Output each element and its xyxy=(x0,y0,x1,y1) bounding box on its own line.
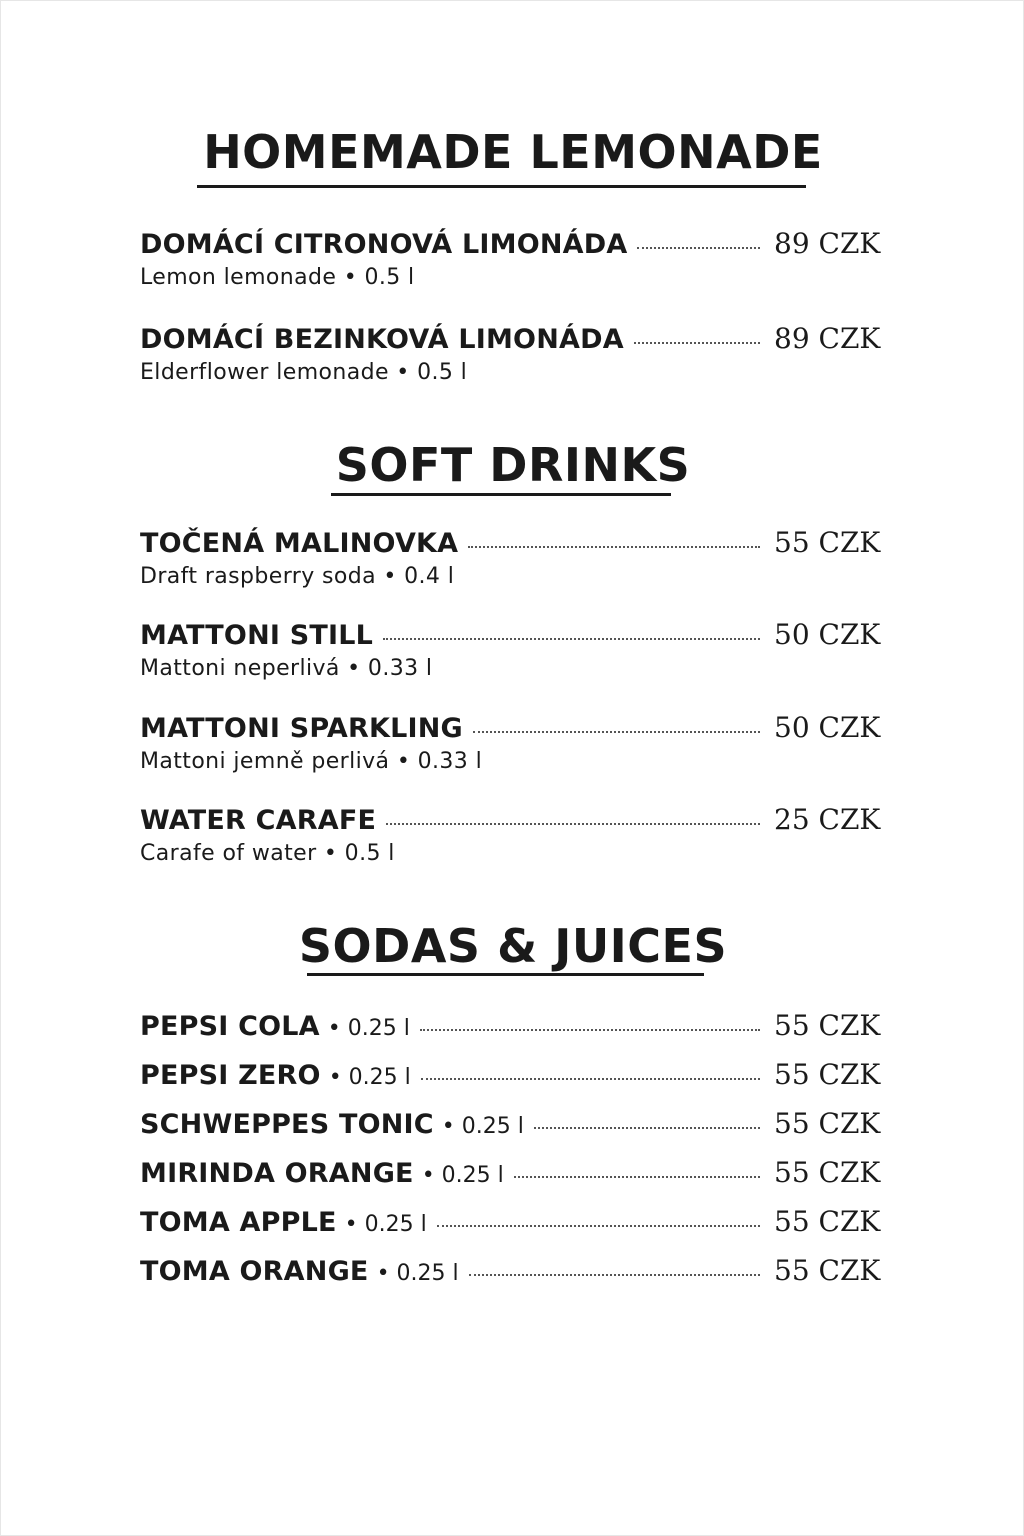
item-name: WATER CARAFE xyxy=(140,805,377,836)
section-title-soft-drinks: SOFT DRINKS xyxy=(335,438,691,492)
item-description: Lemon lemonade • 0.5 l xyxy=(140,265,415,290)
menu-item xyxy=(140,227,886,290)
menu-item xyxy=(140,1009,886,1045)
item-price: 89 CZK xyxy=(774,227,881,260)
menu-item xyxy=(140,711,886,774)
dot-leader xyxy=(468,546,760,548)
item-price: 55 CZK xyxy=(774,526,881,559)
section-rule xyxy=(331,493,671,496)
section-title-homemade-lemonade: HOMEMADE LEMONADE xyxy=(203,125,823,179)
section-title-sodas-juices: SODAS & JUICES xyxy=(298,919,728,973)
item-price: 25 CZK xyxy=(774,803,881,836)
item-name: DOMÁCÍ BEZINKOVÁ LIMONÁDA xyxy=(140,324,624,355)
item-name: TOČENÁ MALINOVKA xyxy=(140,528,459,559)
dot-leader xyxy=(383,638,760,640)
dot-leader xyxy=(469,1274,760,1276)
item-volume: • 0.25 l xyxy=(344,1212,427,1237)
item-name: SCHWEPPES TONIC xyxy=(140,1109,434,1140)
menu-item xyxy=(140,1254,886,1290)
menu-item xyxy=(140,1156,886,1192)
item-price: 50 CZK xyxy=(774,711,881,744)
item-volume: • 0.25 l xyxy=(327,1016,410,1041)
item-volume: • 0.25 l xyxy=(441,1114,524,1139)
menu-item xyxy=(140,618,886,681)
menu-item xyxy=(140,803,886,866)
item-name: MATTONI SPARKLING xyxy=(140,713,463,744)
dot-leader xyxy=(637,247,760,249)
dot-leader xyxy=(514,1176,760,1178)
dot-leader xyxy=(437,1225,760,1227)
dot-leader xyxy=(386,823,760,825)
item-price: 55 CZK xyxy=(774,1107,881,1140)
item-name: PEPSI ZERO xyxy=(140,1060,321,1091)
item-price: 55 CZK xyxy=(774,1058,881,1091)
item-volume: • 0.25 l xyxy=(376,1261,459,1286)
menu-item xyxy=(140,322,886,385)
item-name: TOMA APPLE xyxy=(140,1207,337,1238)
item-price: 89 CZK xyxy=(774,322,881,355)
item-description: Mattoni jemně perlivá • 0.33 l xyxy=(140,749,483,774)
item-price: 55 CZK xyxy=(774,1156,881,1189)
item-description: Draft raspberry soda • 0.4 l xyxy=(140,564,455,589)
menu-item xyxy=(140,526,886,589)
item-price: 55 CZK xyxy=(774,1254,881,1287)
dot-leader xyxy=(473,731,760,733)
dot-leader xyxy=(420,1029,760,1031)
item-name: DOMÁCÍ CITRONOVÁ LIMONÁDA xyxy=(140,229,628,260)
item-volume: • 0.25 l xyxy=(421,1163,504,1188)
section-rule xyxy=(197,185,806,188)
section-rule xyxy=(307,973,704,976)
dot-leader xyxy=(634,342,760,344)
item-description: Elderflower lemonade • 0.5 l xyxy=(140,360,468,385)
item-volume: • 0.25 l xyxy=(328,1065,411,1090)
item-name: MATTONI STILL xyxy=(140,620,374,651)
menu-item xyxy=(140,1058,886,1094)
menu-item xyxy=(140,1107,886,1143)
item-name: TOMA ORANGE xyxy=(140,1256,369,1287)
dot-leader xyxy=(534,1127,760,1129)
item-description: Mattoni neperlivá • 0.33 l xyxy=(140,656,433,681)
item-price: 50 CZK xyxy=(774,618,881,651)
item-price: 55 CZK xyxy=(774,1205,881,1238)
item-name: PEPSI COLA xyxy=(140,1011,320,1042)
item-price: 55 CZK xyxy=(774,1009,881,1042)
dot-leader xyxy=(421,1078,760,1080)
item-name: MIRINDA ORANGE xyxy=(140,1158,414,1189)
item-description: Carafe of water • 0.5 l xyxy=(140,841,395,866)
menu-item xyxy=(140,1205,886,1241)
